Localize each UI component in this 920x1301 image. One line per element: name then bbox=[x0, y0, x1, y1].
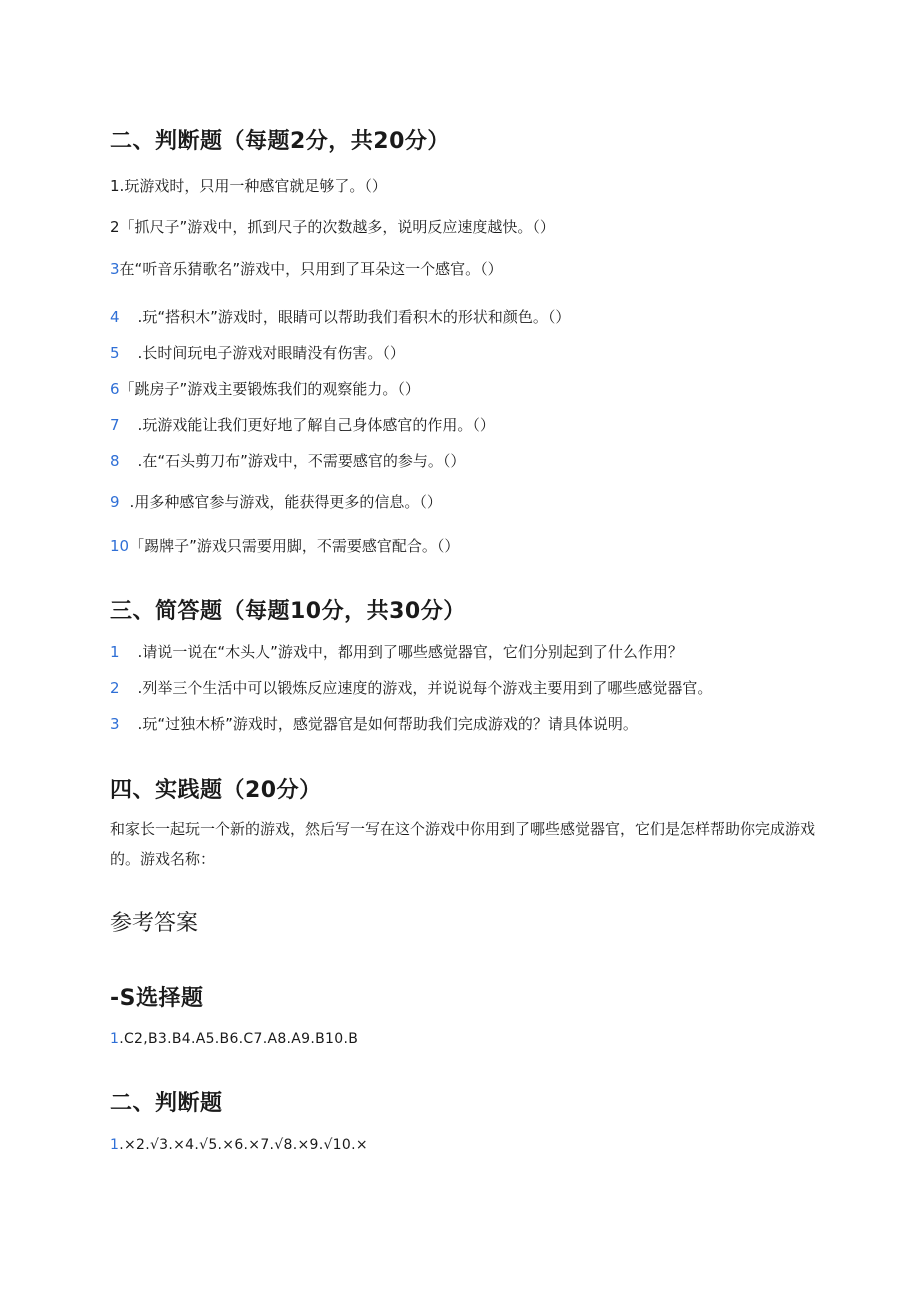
short-answer-item-1 bbox=[110, 641, 683, 662]
item-number: 9 bbox=[110, 493, 120, 511]
item-number: 8 bbox=[110, 452, 120, 470]
section3-title: 三、简答题（每题10分，共30分） bbox=[110, 599, 466, 624]
judge-answers-title: 二、判断题 bbox=[110, 1091, 223, 1116]
item-number: 2 bbox=[110, 679, 120, 697]
judge-item-1 bbox=[110, 175, 387, 196]
judge-item-5 bbox=[110, 342, 405, 363]
judge-item-3 bbox=[110, 258, 503, 279]
item-number: 1 bbox=[110, 643, 120, 661]
item-text: .玩“过独木桥”游戏时，感觉器官是如何帮助我们完成游戏的？请具体说明。 bbox=[137, 715, 638, 733]
section4-title: 四、实践题（20分） bbox=[110, 778, 322, 803]
item-text: 玩游戏时，只用一种感官就足够了。（） bbox=[124, 177, 387, 195]
judge-item-6 bbox=[110, 378, 420, 399]
answer-number: 1 bbox=[110, 1031, 120, 1047]
short-answer-item-3 bbox=[110, 713, 638, 734]
item-text: 「跳房子”游戏主要锻炼我们的观察能力。（） bbox=[119, 380, 420, 398]
short-answer-item-2 bbox=[110, 677, 712, 698]
item-text: .长时间玩电子游戏对眼睛没有伤害。（） bbox=[137, 344, 405, 362]
item-text: .请说一说在“木头人”游戏中，都用到了哪些感觉器官，它们分别起到了什么作用？ bbox=[137, 643, 683, 661]
section2-title: 二、判断题（每题2分，共20分） bbox=[110, 129, 450, 154]
item-text: .玩游戏能让我们更好地了解自己身体感官的作用。（） bbox=[137, 416, 495, 434]
judge-item-10 bbox=[110, 535, 459, 556]
item-number: 3 bbox=[110, 715, 120, 733]
item-number: 5 bbox=[110, 344, 120, 362]
answer-text: .C2,B3.B4.A5.B6.C7.A8.A9.B10.B bbox=[119, 1031, 359, 1047]
choice-answers-title: -S选择题 bbox=[110, 986, 204, 1011]
judge-item-2 bbox=[110, 216, 555, 237]
item-number: 1. bbox=[110, 177, 125, 195]
judge-item-9 bbox=[110, 491, 442, 512]
answer-number: 1 bbox=[110, 1137, 120, 1153]
item-text: .列举三个生活中可以锻炼反应速度的游戏，并说说每个游戏主要用到了哪些感觉器官。 bbox=[137, 679, 713, 697]
item-text: 「踢牌子”游戏只需要用脚，不需要感官配合。（） bbox=[129, 537, 460, 555]
judge-item-4 bbox=[110, 306, 570, 327]
answer-text: .×2.√3.×4.√5.×6.×7.√8.×9.√10.× bbox=[119, 1137, 368, 1153]
item-number: 10 bbox=[110, 537, 130, 555]
item-text: 「抓尺子”游戏中，抓到尺子的次数越多，说明反应速度越快。（） bbox=[119, 218, 555, 236]
item-number: 6 bbox=[110, 380, 120, 398]
item-text: .玩“搭积木”游戏时，眼睛可以帮助我们看积木的形状和颜色。（） bbox=[137, 308, 571, 326]
judge-answers bbox=[110, 1137, 368, 1153]
practice-paragraph: 和家长一起玩一个新的游戏，然后写一写在这个游戏中你用到了哪些感觉器官，它们是怎样帮助你完成游戏的。游戏名称： bbox=[110, 820, 816, 868]
item-number: 7 bbox=[110, 416, 120, 434]
judge-item-7 bbox=[110, 414, 495, 435]
item-text: .用多种感官参与游戏，能获得更多的信息。（） bbox=[129, 493, 442, 511]
item-text: .在“石头剪刀布”游戏中，不需要感官的参与。（） bbox=[137, 452, 466, 470]
choice-answers bbox=[110, 1031, 358, 1047]
judge-item-8 bbox=[110, 450, 465, 471]
item-number: 2 bbox=[110, 218, 120, 236]
item-text: 在“听音乐猜歌名”游戏中，只用到了耳朵这一个感官。（） bbox=[119, 260, 503, 278]
answers-title: 参考答案 bbox=[110, 911, 199, 936]
item-number: 4 bbox=[110, 308, 120, 326]
item-number: 3 bbox=[110, 260, 120, 278]
